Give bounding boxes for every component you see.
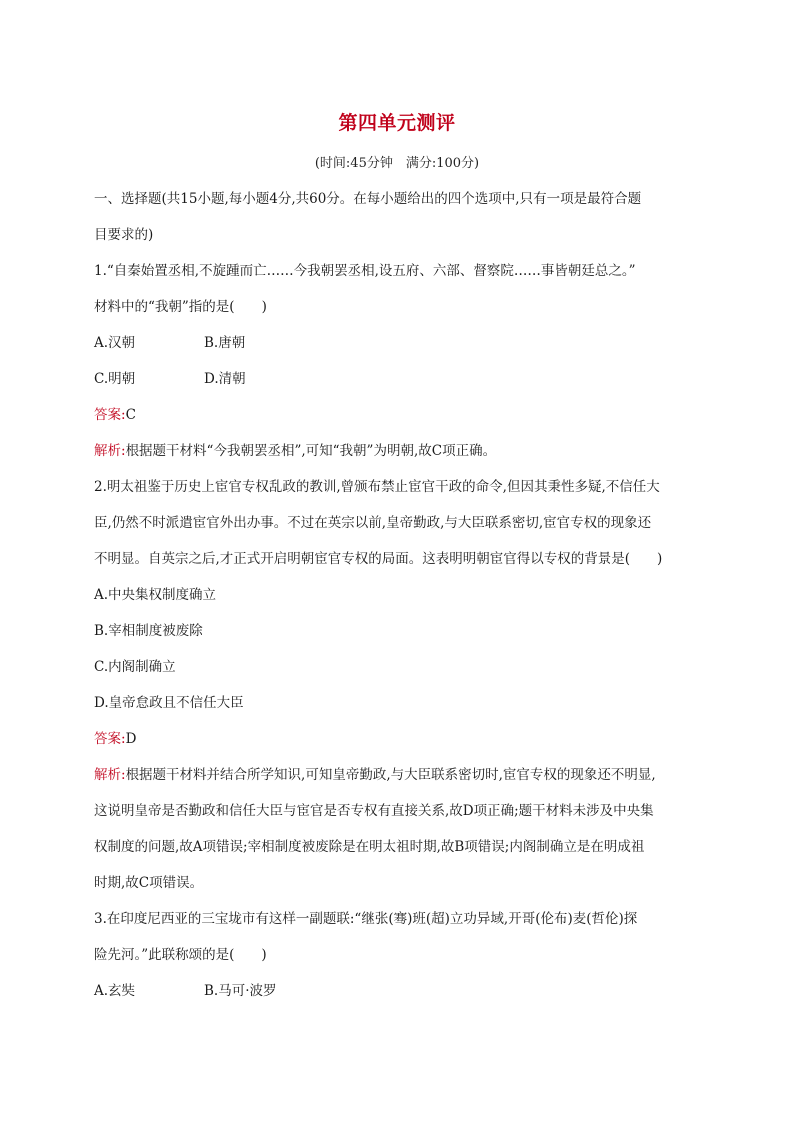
page-title: 第四单元测评 — [338, 112, 456, 134]
question-stem: 材料中的“我朝”指的是( ) — [94, 299, 267, 315]
section-line: 一、选择题(共15小题,每小题4分,共60分。在每小题给出的四个选项中,只有一项是最符合题 — [94, 191, 642, 207]
option-row — [94, 361, 700, 397]
option-c: C.明朝 — [94, 371, 136, 387]
question-stem: 险先河。”此联称颂的是( ) — [94, 947, 267, 963]
option-d: D.清朝 — [204, 371, 246, 387]
option-b: B.宰相制度被废除 — [94, 623, 203, 639]
option-row — [94, 973, 700, 1009]
exam-info: (时间:45分钟 满分:100分) — [314, 156, 480, 171]
analysis-text: 根据题干材料“今我朝罢丞相”,可知“我朝”为明朝,故C项正确。 — [125, 443, 497, 459]
option-b: B.马可·波罗 — [204, 983, 277, 999]
option-row — [94, 325, 700, 361]
section-heading — [94, 181, 700, 253]
analysis-text: 权制度的问题,故A项错误;宰相制度被废除是在明太祖时期,故B项错误;内阁制确立是在明成祖 — [94, 839, 645, 855]
answer-value: C — [125, 407, 136, 423]
question-stem: 不明显。自英宗之后,才正式开启明朝宦官专权的局面。这表明明朝宦官得以专权的背景是( ) — [94, 551, 663, 567]
answer-line — [94, 721, 700, 757]
analysis-label: 解析: — [94, 443, 126, 459]
section-line: 目要求的) — [94, 227, 154, 243]
option-b: B.唐朝 — [204, 335, 246, 351]
answer-value: D — [125, 731, 137, 747]
analysis-line — [94, 757, 700, 793]
analysis-label: 解析: — [94, 767, 126, 783]
option-c: C.内阁制确立 — [94, 659, 176, 675]
option-a: A.汉朝 — [94, 335, 136, 351]
answer-label: 答案: — [94, 407, 126, 423]
analysis-text: 根据题干材料并结合所学知识,可知皇帝勤政,与大臣联系密切时,宦官专权的现象还不明显, — [125, 767, 656, 783]
analysis-line — [94, 433, 700, 469]
question-1 — [94, 253, 700, 469]
answer-line — [94, 397, 700, 433]
answer-label: 答案: — [94, 731, 126, 747]
question-stem: 1.“自秦始置丞相,不旋踵而亡……今我朝罢丞相,设五府、六部、督察院……事皆朝廷总之。” — [94, 263, 636, 279]
question-stem: 3.在印度尼西亚的三宝垅市有这样一副题联:“继张(骞)班(超)立功异域,开哥(伦布)麦(哲伦)探 — [94, 911, 638, 927]
analysis-text: 这说明皇帝是否勤政和信任大臣与宦官是否专权有直接关系,故D项正确;题干材料未涉及中央集 — [94, 803, 654, 819]
question-stem: 臣,仍然不时派遣宦官外出办事。不过在英宗以前,皇帝勤政,与大臣联系密切,宦官专权的现象还 — [94, 515, 652, 531]
analysis-text: 时期,故C项错误。 — [94, 875, 204, 891]
option-a: A.中央集权制度确立 — [94, 587, 217, 603]
question-2 — [94, 469, 700, 901]
option-a: A.玄奘 — [94, 983, 136, 999]
question-stem: 2.明太祖鉴于历史上宦官专权乱政的教训,曾颁布禁止宦官干政的命令,但因其秉性多疑,不信任大 — [94, 479, 660, 495]
question-3 — [94, 901, 700, 1009]
option-d: D.皇帝怠政且不信任大臣 — [94, 695, 244, 711]
